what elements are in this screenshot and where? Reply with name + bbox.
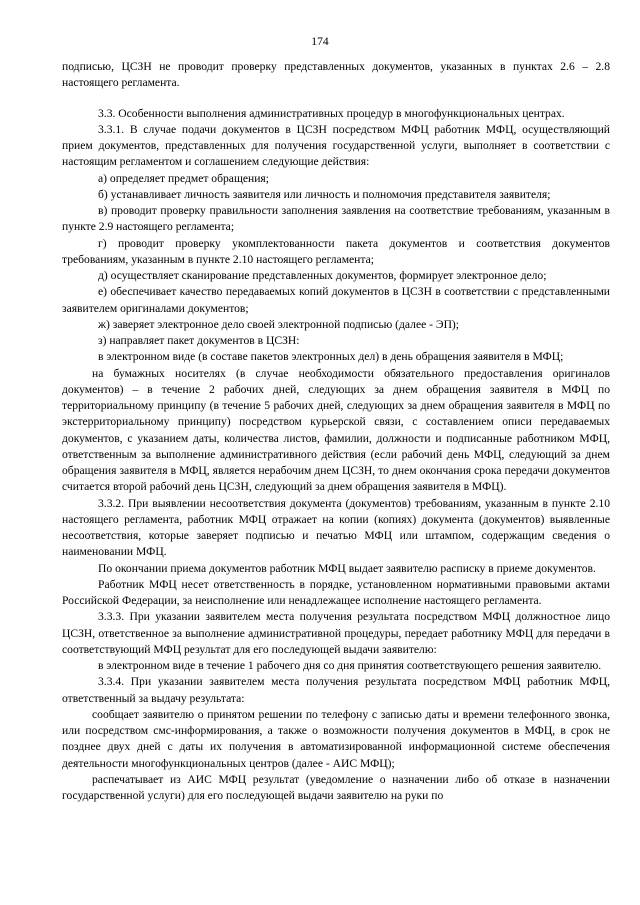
- paragraph: в электронном виде (в составе пакетов электронных дел) в день обращения заявителя в МФЦ;: [98, 350, 564, 364]
- paragraph: б) устанавливает личность заявителя или личность и полномочия представителя заявителя;: [98, 187, 551, 201]
- paragraph: 3.3.3. При указании заявителем места получения результата посредством МФЦ должностное лицо ЦСЗН, ответственное за выполнение административной процедуры, передает работнику МФЦ для передачи в соответствующий МФЦ результат для его последующей выдачи заявителю:: [62, 610, 610, 656]
- paragraph: з) направляет пакет документов в ЦСЗН:: [98, 334, 300, 347]
- paragraph: а) определяет предмет обращения;: [98, 171, 269, 185]
- document-body: [62, 59, 610, 804]
- paragraph: е) обеспечивает качество передаваемых копий документов в ЦСЗН в соответствии с представленными заявителем оригиналами документов;: [62, 285, 610, 315]
- paragraph: 3.3.2. При выявлении несоответствия документа (документов) требованиям, указанным в пункте 2.10 настоящего регламента, работник МФЦ отражает на копии (копиях) документа (документов) выявленные несоответствия, которые заверяет подписью и печатью МФЦ или штампом, содержащим сведения о наименовании МФЦ.: [62, 496, 610, 559]
- paragraph: 3.3. Особенности выполнения административных процедур в многофункциональных центрах.: [98, 106, 565, 120]
- paragraph: распечатывает из АИС МФЦ результат (уведомление о назначении либо об отказе в назначении государственной услуги) для его последующей выдачи заявителю на руки по: [62, 772, 610, 802]
- paragraph: ж) заверяет электронное дело своей электронной подписью (далее - ЭП);: [98, 317, 460, 331]
- paragraph: д) осуществляет сканирование представленных документов, формирует электронное дело;: [98, 269, 547, 282]
- paragraph: подписью, ЦСЗН не проводит проверку представленных документов, указанных в пунктах 2.6 – 2.8 настоящего регламента.: [62, 60, 610, 90]
- paragraph: По окончании приема документов работник МФЦ выдает заявителю расписку в приеме документов.: [98, 561, 596, 575]
- paragraph: на бумажных носителях (в случае необходимости обязательного предоставления оригиналов документов) – в течение 2 рабочих дней, следующих за днем обращения заявителя в МФЦ по территориальному принципу (в течение 5 рабочих дней, следующих за днем обращения заявителя в МФЦ по экстерриториальному принципу) посредством курьерской связи, с составлением описи передаваемых документов, с указанием даты, количества листов, фамилии, должности и подписанные работником МФЦ, ответственным за выполнение административного действия (если рабочий день МФЦ, следующий за днем обращения заявителя в МФЦ, является нерабочим днем ЦСЗН, то днем окончания срока передачи документов считается второй рабочий день ЦСЗН, следующий за днем обращения заявителя в МФЦ).: [62, 366, 610, 494]
- paragraph: сообщает заявителю о принятом решении по телефону с записью даты и времени телефонного звонка, или посредством смс-информирования, а также о возможности получения документов в МФЦ, в срок не позднее двух дней с даты их получения в автоматизированной информационной системе обеспечения деятельности многофункциональных центров (далее - АИС МФЦ);: [62, 707, 610, 770]
- paragraph: 3.3.1. В случае подачи документов в ЦСЗН посредством МФЦ работник МФЦ, осуществляющий прием документов, представленных для получения государственной услуги, выполняет в соответствии с настоящим регламентом и соглашением следующие действия:: [62, 122, 610, 169]
- page-number: 174: [311, 35, 329, 48]
- paragraph: 3.3.4. При указании заявителем места получения результата посредством МФЦ работник МФЦ, ответственный за выдачу результата:: [62, 675, 610, 705]
- paragraph: в) проводит проверку правильности заполнения заявления на соответствие требованиям, указанным в пункте 2.9 настоящего регламента;: [62, 204, 610, 234]
- paragraph: г) проводит проверку укомплектованности пакета документов и соответствия документов требованиям, указанным в пункте 2.10 настоящего регламента;: [62, 236, 610, 266]
- paragraph: в электронном виде в течение 1 рабочего дня со дня принятия соответствующего решения заявителю.: [98, 659, 602, 672]
- paragraph: Работник МФЦ несет ответственность в порядке, установленном нормативными правовыми актами Российской Федерации, за неисполнение или ненадлежащее исполнение настоящего регламента.: [62, 577, 610, 607]
